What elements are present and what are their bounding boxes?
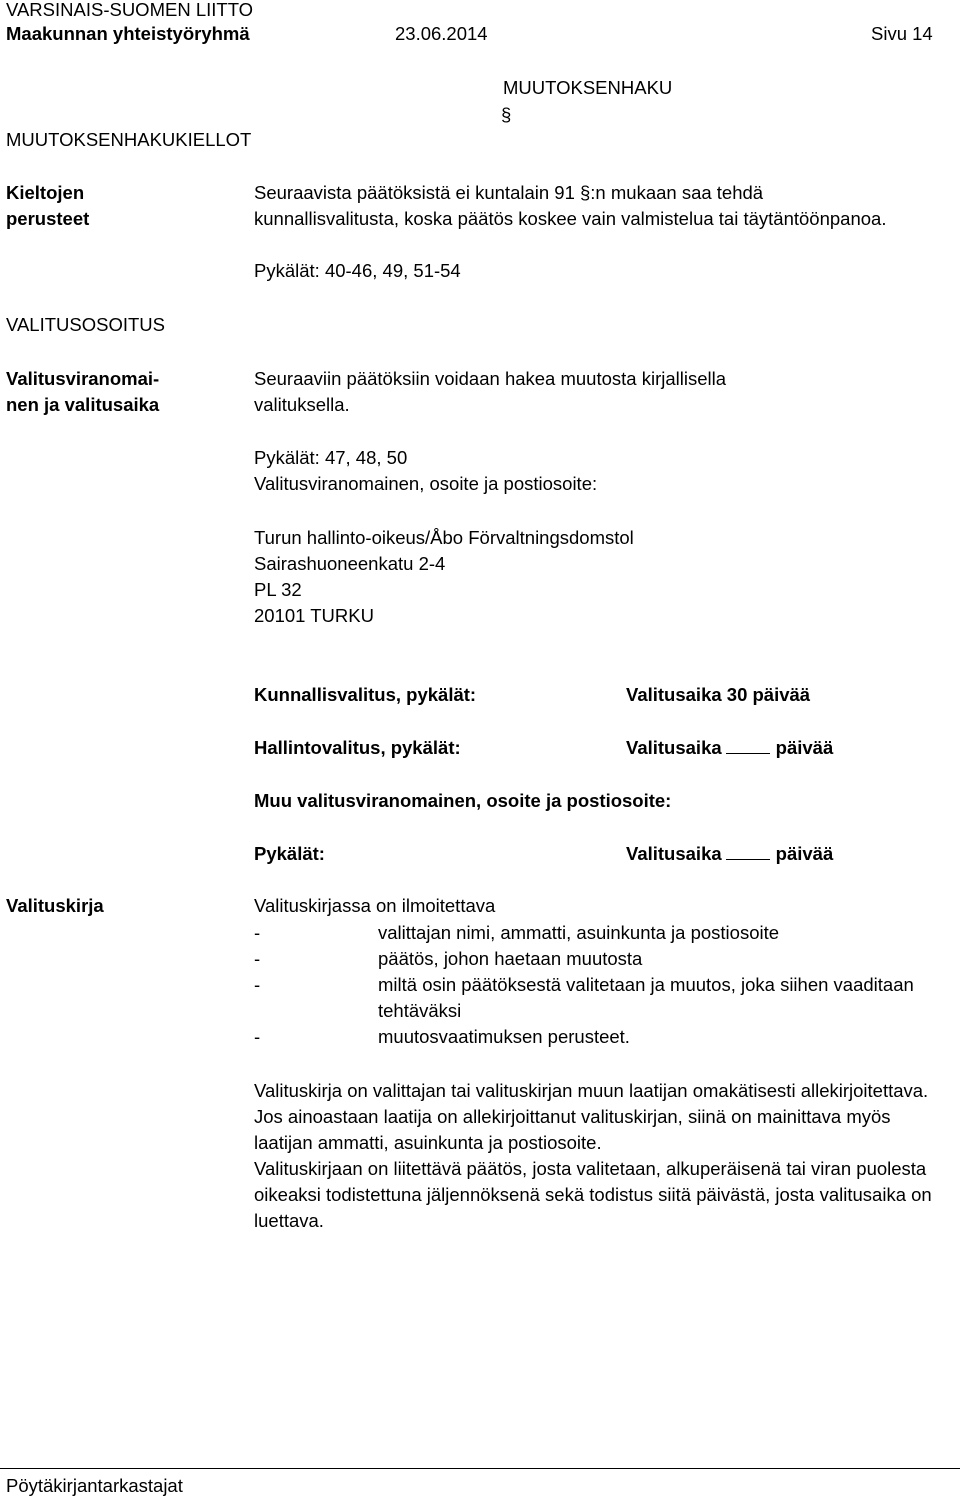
kiellot-text-line2: kunnallisvalitusta, koska päätös koskee vain valmistelua tai täytäntöönpanoa. bbox=[254, 208, 887, 229]
section-symbol: § bbox=[501, 104, 512, 125]
address-line: Sairashuoneenkatu 2-4 bbox=[254, 553, 446, 574]
hallintovalitus-label: Hallintovalitus, pykälät: bbox=[254, 737, 461, 758]
footer-divider bbox=[0, 1468, 960, 1469]
valitusaika-word: Valitusaika bbox=[626, 843, 722, 864]
blank-line bbox=[726, 737, 770, 754]
address-line: PL 32 bbox=[254, 579, 302, 600]
valitusosoitus-text-line2: valituksella. bbox=[254, 394, 350, 415]
kiellot-pykalat: Pykälät: 40-46, 49, 51-54 bbox=[254, 260, 461, 281]
paivaa-word: päivää bbox=[775, 737, 834, 758]
header-page-number: Sivu 14 bbox=[871, 23, 933, 44]
muu-valitusaika bbox=[626, 841, 833, 867]
list-item: miltä osin päätöksestä valitetaan ja muutos, joka siihen vaaditaan tehtäväksi bbox=[378, 974, 914, 1021]
list-item: valittajan nimi, ammatti, asuinkunta ja postiosoite bbox=[378, 922, 780, 943]
paivaa-word: päivää bbox=[775, 843, 834, 864]
hallintovalitus-time bbox=[626, 735, 833, 761]
valitusosoitus-pykalat: Pykälät: 47, 48, 50 bbox=[254, 447, 408, 468]
valitusosoitus-heading: VALITUSOSOITUS bbox=[6, 314, 165, 335]
valitusosoitus-label-line2: nen ja valitusaika bbox=[6, 394, 160, 415]
valitusaika-word: Valitusaika bbox=[626, 737, 722, 758]
valituskirja-paragraph-1: Valituskirja on valittajan tai valituskirjan muun laatijan omakätisesti allekirjoitettava. Jos ainoastaan laatija on allekirjoittanut valituskirjan, siinä on mainittava myös laatijan ammatti, asuinkunta ja postiosoite. bbox=[254, 1080, 929, 1153]
header-date: 23.06.2014 bbox=[395, 23, 488, 44]
muutoksenhaku-title: MUUTOKSENHAKU bbox=[503, 77, 673, 98]
address-line: 20101 TURKU bbox=[254, 605, 374, 626]
valituskirja-paragraph-2: Valituskirjaan on liitettävä päätös, josta valitetaan, alkuperäisenä tai viran puolesta oikeaksi todistettuna jäljennöksenä sekä todistus siitä päivästä, josta valitusaika on luettava. bbox=[254, 1158, 932, 1231]
kiellot-text-line1: Seuraavista päätöksistä ei kuntalain 91 §:n mukaan saa tehdä bbox=[254, 182, 764, 203]
list-dash: - bbox=[254, 974, 261, 995]
kiellot-label-line2: perusteet bbox=[6, 208, 90, 229]
muu-valitusviranomainen-label: Muu valitusviranomainen, osoite ja postiosoite: bbox=[254, 790, 672, 811]
valituskirja-intro: Valituskirjassa on ilmoitettava bbox=[254, 895, 496, 916]
kiellot-heading: MUUTOKSENHAKUKIELLOT bbox=[6, 129, 252, 150]
valituskirja-heading: Valituskirja bbox=[6, 895, 104, 916]
footer-label: Pöytäkirjantarkastajat bbox=[6, 1475, 183, 1496]
kiellot-label-line1: Kieltojen bbox=[6, 182, 85, 203]
header-body-name: Maakunnan yhteistyöryhmä bbox=[6, 23, 250, 44]
address-line: Turun hallinto-oikeus/Åbo Förvaltningsdomstol bbox=[254, 527, 634, 548]
list-dash: - bbox=[254, 948, 261, 969]
kunnallisvalitus-time: Valitusaika 30 päivää bbox=[626, 684, 811, 705]
list-item: muutosvaatimuksen perusteet. bbox=[378, 1026, 630, 1047]
blank-line bbox=[726, 843, 770, 860]
authority-label: Valitusviranomainen, osoite ja postiosoite: bbox=[254, 473, 598, 494]
valitusosoitus-label-line1: Valitusviranomai- bbox=[6, 368, 160, 389]
header-organization: VARSINAIS-SUOMEN LIITTO bbox=[6, 0, 254, 20]
list-item: päätös, johon haetaan muutosta bbox=[378, 948, 643, 969]
valitusosoitus-text-line1: Seuraaviin päätöksiin voidaan hakea muutosta kirjallisella bbox=[254, 368, 727, 389]
kunnallisvalitus-label: Kunnallisvalitus, pykälät: bbox=[254, 684, 477, 705]
list-dash: - bbox=[254, 1026, 261, 1047]
muu-pykalat-label: Pykälät: bbox=[254, 843, 325, 864]
list-dash: - bbox=[254, 922, 261, 943]
